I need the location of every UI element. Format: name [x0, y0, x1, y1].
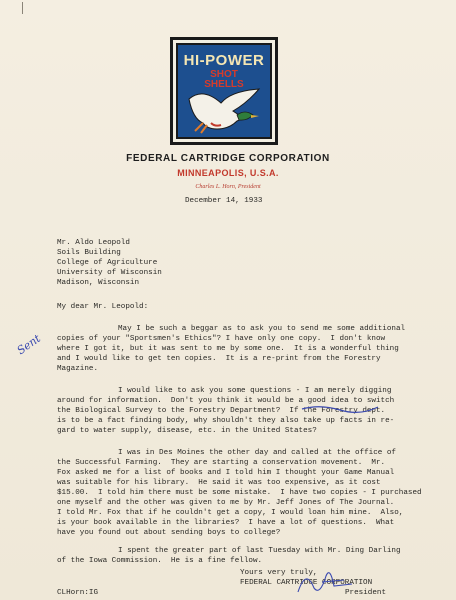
company-name: FEDERAL CARTRIDGE CORPORATION	[126, 153, 330, 164]
body-line: the Successful Farming. They are starting a conservation movement. Mr.	[57, 459, 386, 467]
letter-date: December 14, 1933	[185, 197, 263, 205]
body-line: $15.00. I told him there must be some mistake. I have two copies - I purchased	[57, 489, 422, 497]
body-line: around for information. Don't you think it would be a good idea to switch	[57, 397, 395, 405]
body-line: Magazine.	[57, 365, 99, 373]
margin-tick	[22, 2, 23, 14]
body-line: I told Mr. Fox that if he couldn't get a copy, I would loan him mine. Also,	[57, 509, 404, 517]
body-line: I would like to ask you some questions - I am merely digging	[118, 387, 392, 395]
body-line: Fox asked me for a list of books and I told him I thought your Game Manual	[57, 469, 395, 477]
president-line: Charles L. Horn, President	[195, 184, 261, 190]
typist-initials: CLHorn:IG	[57, 589, 99, 597]
body-line: of the Iowa Commission. He is a fine fellow.	[57, 557, 263, 565]
recipient-line: Mr. Aldo Leopold	[57, 239, 130, 247]
recipient-line: College of Agriculture	[57, 259, 158, 267]
salutation: My dear Mr. Leopold:	[57, 303, 149, 311]
body-line: gard to water supply, disease, etc. in the United States?	[57, 427, 317, 435]
body-line: was suitable for his library. He said it was too expensive, as it cost	[57, 479, 381, 487]
recipient-line: Soils Building	[57, 249, 121, 257]
margin-note-sent: Sent	[14, 331, 43, 358]
hi-power-logo	[170, 37, 278, 145]
company-city: MINNEAPOLIS, U.S.A.	[177, 168, 279, 178]
closing: Yours very truly,	[240, 569, 318, 577]
flying-duck-icon	[181, 85, 267, 137]
logo-sub-shells: SHELLS	[204, 79, 244, 90]
body-line: one myself and the other was given to me by Mr. Jeff Jones of The Journal.	[57, 499, 395, 507]
signature-title: President	[345, 589, 387, 597]
body-line: have you found out about sending boys to college?	[57, 529, 281, 537]
body-line: copies of your "Sportsmen's Ethics"? I have only one copy. I don't know	[57, 335, 386, 343]
body-line: I spent the greater part of last Tuesday with Mr. Ding Darling	[118, 547, 401, 555]
handwritten-strike-icon	[300, 402, 380, 416]
body-line: I was in Des Moines the other day and called at the office of	[118, 449, 396, 457]
body-line: is your book available in the libraries? I have a lot of questions. What	[57, 519, 395, 527]
body-line: where I got it, but it was sent to me by some one. It is a wonderful thing	[57, 345, 399, 353]
body-line: and I would like to get ten copies. It is a re-print from the Forestry	[57, 355, 381, 363]
recipient-line: University of Wisconsin	[57, 269, 162, 277]
body-line: May I be such a beggar as to ask you to send me some additional	[118, 325, 406, 333]
body-line: is to be a fact finding body, why shouldn't they also take up facts in re-	[57, 417, 395, 425]
closing-company: FEDERAL CARTRIDGE CORPORATION	[240, 579, 373, 587]
body-line: the Biological Survey to the Forestry Department? If the Forestry dept.	[57, 407, 386, 415]
logo-sub-shot: SHOT	[210, 69, 238, 80]
recipient-line: Madison, Wisconsin	[57, 279, 140, 287]
logo-title: HI-POWER	[183, 52, 265, 69]
